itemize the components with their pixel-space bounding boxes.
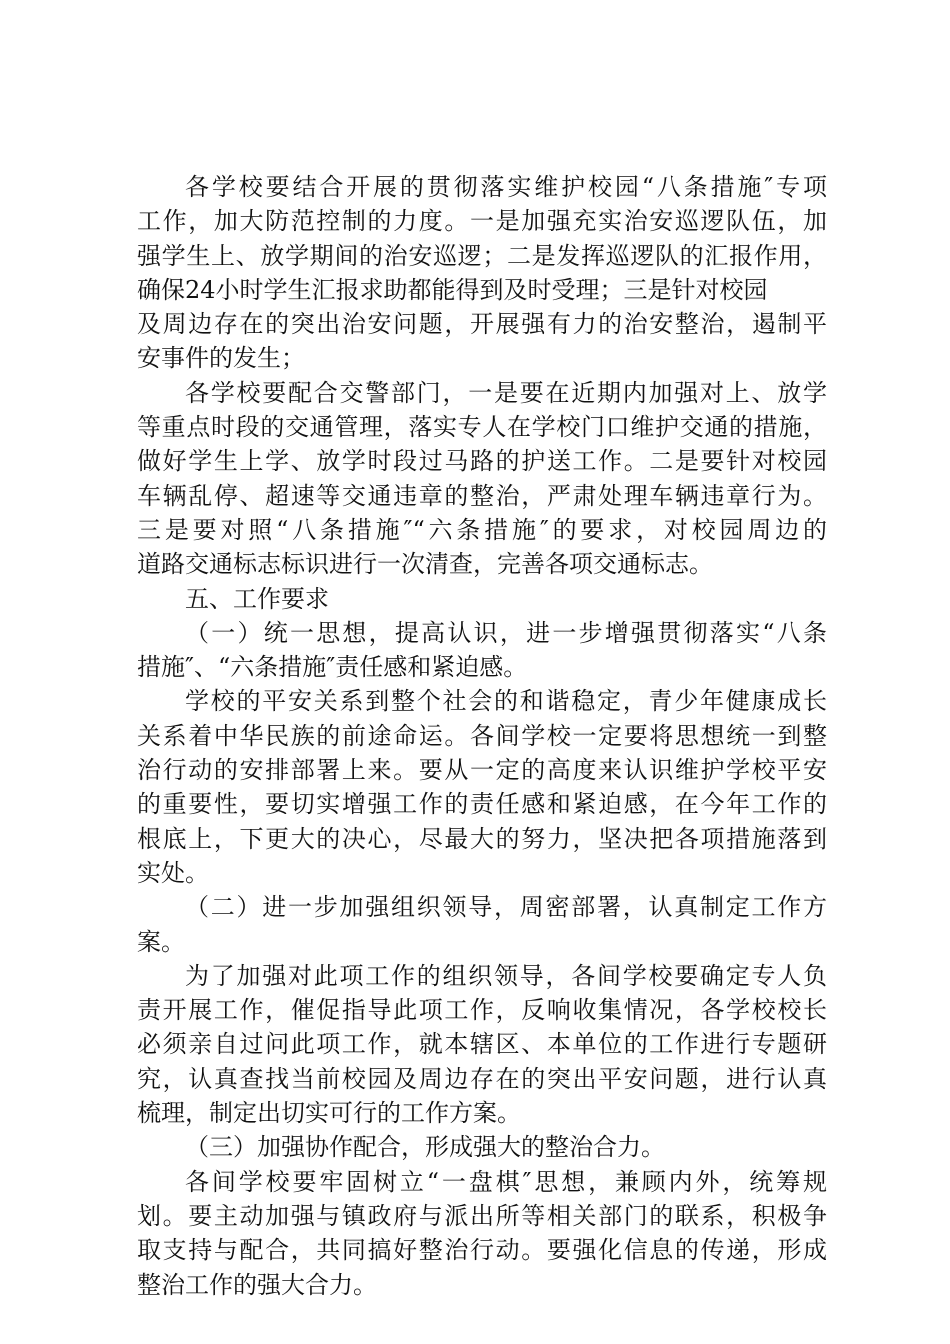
text-line: 强学生上、放学期间的治安巡逻；二是发挥巡逻队的汇报作用， [137, 241, 827, 270]
text-line: 的重要性，要切实增强工作的责任感和紧迫感，在今年工作的 [137, 790, 827, 819]
paragraph-school-safety [137, 684, 827, 890]
text-line: 三是要对照“八条措施″“六条措施″的要求，对校园周边的 [137, 515, 827, 544]
text-line: 各学校要配合交警部门，一是要在近期内加强对上、放学 [185, 378, 827, 407]
text-line: （一）统一思想，提高认识，进一步增强贯彻落实“八条 [185, 618, 827, 647]
text-line: 梳理，制定出切实可行的工作方案。 [137, 1099, 521, 1128]
text-line: 及周边存在的突出治安问题，开展强有力的治安整治，遏制平 [137, 310, 827, 339]
text-line: 划。要主动加强与镇政府与派出所等相关部门的联系，积极争 [137, 1201, 827, 1230]
text-line: 确保24小时学生汇报求助都能得到及时受理；三是针对校园 [137, 275, 768, 304]
text-line: （三）加强协作配合，形成强大的整治合力。 [185, 1133, 665, 1162]
section-heading: 五、工作要求 [185, 584, 329, 613]
text-line: 为了加强对此项工作的组织领导，各间学校要确定专人负 [185, 961, 827, 990]
text-line: 责开展工作，催促指导此项工作，反响收集情况，各学校校长 [137, 996, 827, 1025]
text-line: 究，认真查找当前校园及周边存在的突出平安问题，进行认真 [137, 1064, 827, 1093]
text-line: 等重点时段的交通管理，落实专人在学校门口维护交通的措施， [137, 413, 827, 442]
text-line: 道路交通标志标识进行一次清查，完善各项交通标志。 [137, 550, 713, 579]
text-line: 做好学生上学、放学时段过马路的护送工作。二是要针对校园 [137, 447, 827, 476]
text-line: 各间学校要牢固树立“一盘棋″思想，兼顾内外，统筹规 [185, 1167, 827, 1196]
subheading-organization-leadership [137, 890, 827, 959]
text-line: 取支持与配合，共同搞好整治行动。要强化信息的传递，形成 [137, 1236, 827, 1265]
text-line: （二）进一步加强组织领导，周密部署，认真制定工作方 [185, 893, 827, 922]
paragraph-cooperation-details [137, 1165, 827, 1302]
text-line: 必须亲自过问此项工作，就本辖区、本单位的工作进行专题研 [137, 1030, 827, 1059]
document-body [137, 170, 827, 1302]
text-line: 关系着中华民族的前途命运。各间学校一定要将思想统一到整 [137, 721, 827, 750]
text-line: 工作，加大防范控制的力度。一是加强充实治安巡逻队伍，加 [137, 207, 827, 236]
text-line: 实处。 [137, 858, 209, 887]
text-line: 措施″、“六条措施″责任感和紧迫感。 [137, 653, 528, 682]
subheading-cooperation [137, 1130, 827, 1164]
section-heading-work-requirements [137, 582, 827, 616]
subheading-unify-thinking [137, 616, 827, 685]
text-line: 学校的平安关系到整个社会的和谐稳定，青少年健康成长 [185, 687, 827, 716]
text-line: 治行动的安排部署上来。要从一定的高度来认识维护学校平安 [137, 756, 827, 785]
text-line: 整治工作的强大合力。 [137, 1270, 377, 1299]
text-line: 根底上，下更大的决心，尽最大的努力，坚决把各项措施落到 [137, 824, 827, 853]
text-line: 安事件的发生； [137, 344, 305, 373]
text-line: 车辆乱停、超速等交通违章的整治，严肃处理车辆违章行为。 [137, 481, 827, 510]
paragraph-leadership-details [137, 959, 827, 1130]
paragraph-traffic-police [137, 376, 827, 582]
text-line: 案。 [137, 927, 185, 956]
text-line: 各学校要结合开展的贯彻落实维护校园“八条措施″专项 [185, 173, 827, 201]
paragraph-campus-patrol [137, 170, 827, 376]
